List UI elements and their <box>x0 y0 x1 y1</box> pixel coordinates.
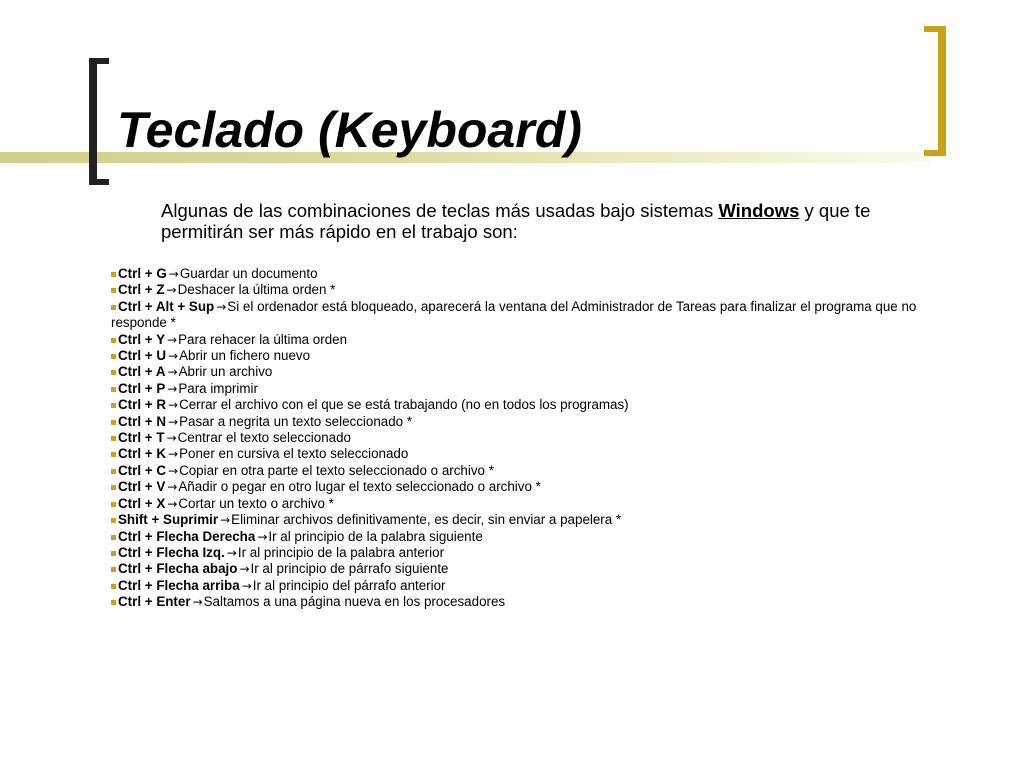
shortcut-keys: Ctrl + R <box>118 397 166 413</box>
shortcut-description: Abrir un fichero nuevo <box>179 348 311 364</box>
arrow-right-icon: → <box>168 414 179 429</box>
arrow-right-icon: → <box>167 365 178 380</box>
square-bullet-icon <box>111 518 116 523</box>
arrow-right-icon: → <box>220 513 231 528</box>
shortcut-keys: Ctrl + Flecha Izq. <box>118 544 225 560</box>
square-bullet-icon <box>111 469 116 474</box>
right-bracket-decor <box>924 26 946 156</box>
shortcut-keys: Ctrl + Z <box>118 282 165 298</box>
slide-title: Teclado (Keyboard) <box>117 102 582 158</box>
shortcut-keys: Ctrl + U <box>118 348 166 364</box>
shortcut-keys: Ctrl + Alt + Sup <box>118 298 215 314</box>
square-bullet-icon <box>111 420 116 425</box>
shortcut-description: Guardar un documento <box>179 266 318 281</box>
left-bracket-decor <box>89 58 109 185</box>
shortcut-description: Cerrar el archivo con el que se está trabajando (no en todos los programas) <box>179 397 629 413</box>
shortcut-item <box>111 545 937 561</box>
shortcut-item <box>111 446 937 462</box>
shortcut-item <box>111 463 937 479</box>
shortcut-description: Si el ordenador está bloqueado, aparecerá la ventana del Administrador de Tareas para finalizar el programa que no responde * <box>111 298 917 331</box>
arrow-right-icon: → <box>168 398 179 413</box>
shortcut-item <box>111 529 937 545</box>
shortcut-description: Eliminar archivos definitivamente, es decir, sin enviar a papelera * <box>231 512 622 528</box>
shortcut-keys: Shift + Suprimir <box>118 512 219 528</box>
arrow-right-icon: → <box>216 299 227 314</box>
intro-paragraph <box>161 200 951 242</box>
shortcut-item <box>111 430 937 446</box>
shortcut-description: Cortar un texto o archivo * <box>178 495 334 511</box>
shortcut-keys: Ctrl + Flecha Derecha <box>118 528 256 544</box>
shortcut-description: Centrar el texto seleccionado <box>177 430 352 446</box>
shortcut-item <box>111 381 937 397</box>
intro-emphasis-windows: Windows <box>718 200 800 221</box>
square-bullet-icon <box>111 535 116 540</box>
shortcut-description: Para imprimir <box>178 380 258 396</box>
shortcut-description: Abrir un archivo <box>178 364 273 380</box>
arrow-right-icon: → <box>168 447 179 462</box>
shortcut-item <box>111 332 937 348</box>
shortcut-description: Ir al principio de la palabra siguiente <box>268 528 483 544</box>
shortcut-item <box>111 282 937 298</box>
shortcut-item <box>111 561 937 577</box>
shortcut-description: Deshacer la última orden * <box>177 282 336 298</box>
arrow-right-icon: → <box>166 431 177 446</box>
square-bullet-icon <box>111 502 116 507</box>
arrow-right-icon: → <box>168 267 179 281</box>
square-bullet-icon <box>111 567 116 572</box>
shortcut-keys: Ctrl + A <box>118 364 166 380</box>
shortcut-keys: Ctrl + T <box>118 430 165 446</box>
shortcut-item <box>111 496 937 512</box>
square-bullet-icon <box>111 354 116 359</box>
shortcut-item <box>111 348 937 364</box>
shortcut-description: Pasar a negrita un texto seleccionado * <box>179 413 413 429</box>
arrow-right-icon: → <box>192 595 203 610</box>
shortcut-description: Ir al principio de párrafo siguiente <box>250 561 449 577</box>
shortcut-description: Copiar en otra parte el texto seleccionado o archivo * <box>179 462 494 478</box>
square-bullet-icon <box>111 403 116 408</box>
shortcut-item <box>111 414 937 430</box>
square-bullet-icon <box>111 305 116 310</box>
shortcut-keys: Ctrl + Enter <box>118 594 191 610</box>
shortcut-item <box>111 364 937 380</box>
arrow-right-icon: → <box>167 480 178 495</box>
arrow-right-icon: → <box>168 349 179 364</box>
arrow-right-icon: → <box>241 578 252 593</box>
shortcut-description: Saltamos a una página nueva en los procesadores <box>203 594 506 610</box>
square-bullet-icon <box>111 600 116 605</box>
shortcut-keys: Ctrl + Y <box>118 331 166 347</box>
shortcut-keys: Ctrl + X <box>118 495 166 511</box>
shortcut-description: Añadir o pegar en otro lugar el texto seleccionado o archivo * <box>178 479 541 495</box>
square-bullet-icon <box>111 387 116 392</box>
shortcut-item <box>111 512 937 528</box>
shortcut-keys: Ctrl + C <box>118 462 166 478</box>
arrow-right-icon: → <box>168 463 179 478</box>
shortcut-keys: Ctrl + Flecha abajo <box>118 561 238 577</box>
square-bullet-icon <box>111 338 116 343</box>
shortcut-description: Ir al principio de la palabra anterior <box>237 544 445 560</box>
shortcut-item <box>111 266 937 282</box>
shortcut-item <box>111 578 937 594</box>
shortcut-description: Ir al principio del párrafo anterior <box>252 577 446 593</box>
arrow-right-icon: → <box>167 332 178 347</box>
square-bullet-icon <box>111 452 116 457</box>
arrow-right-icon: → <box>239 562 250 577</box>
shortcut-item <box>111 479 937 495</box>
square-bullet-icon <box>111 288 116 293</box>
arrow-right-icon: → <box>226 545 237 560</box>
square-bullet-icon <box>111 551 116 556</box>
intro-text-before: Algunas de las combinaciones de teclas más usadas bajo sistemas <box>161 200 719 221</box>
shortcut-item <box>111 299 937 332</box>
shortcut-keys: Ctrl + Flecha arriba <box>118 577 240 593</box>
square-bullet-icon <box>111 584 116 589</box>
intro-text-after: y que te permitirán ser más rápido en el trabajo son: <box>161 200 871 242</box>
shortcut-list <box>111 266 937 611</box>
square-bullet-icon <box>111 436 116 441</box>
square-bullet-icon <box>111 272 116 277</box>
shortcut-description: Para rehacer la última orden <box>178 331 348 347</box>
shortcut-description: Poner en cursiva el texto seleccionado <box>179 446 409 462</box>
shortcut-keys: Ctrl + K <box>118 446 166 462</box>
arrow-right-icon: → <box>257 529 268 544</box>
shortcut-item <box>111 397 937 413</box>
arrow-right-icon: → <box>167 381 178 396</box>
shortcut-keys: Ctrl + G <box>118 266 167 281</box>
shortcut-keys: Ctrl + N <box>118 413 166 429</box>
arrow-right-icon: → <box>167 496 178 511</box>
arrow-right-icon: → <box>166 283 177 298</box>
square-bullet-icon <box>111 370 116 375</box>
shortcut-keys: Ctrl + V <box>118 479 166 495</box>
square-bullet-icon <box>111 485 116 490</box>
shortcut-keys: Ctrl + P <box>118 380 166 396</box>
shortcut-item <box>111 594 937 610</box>
